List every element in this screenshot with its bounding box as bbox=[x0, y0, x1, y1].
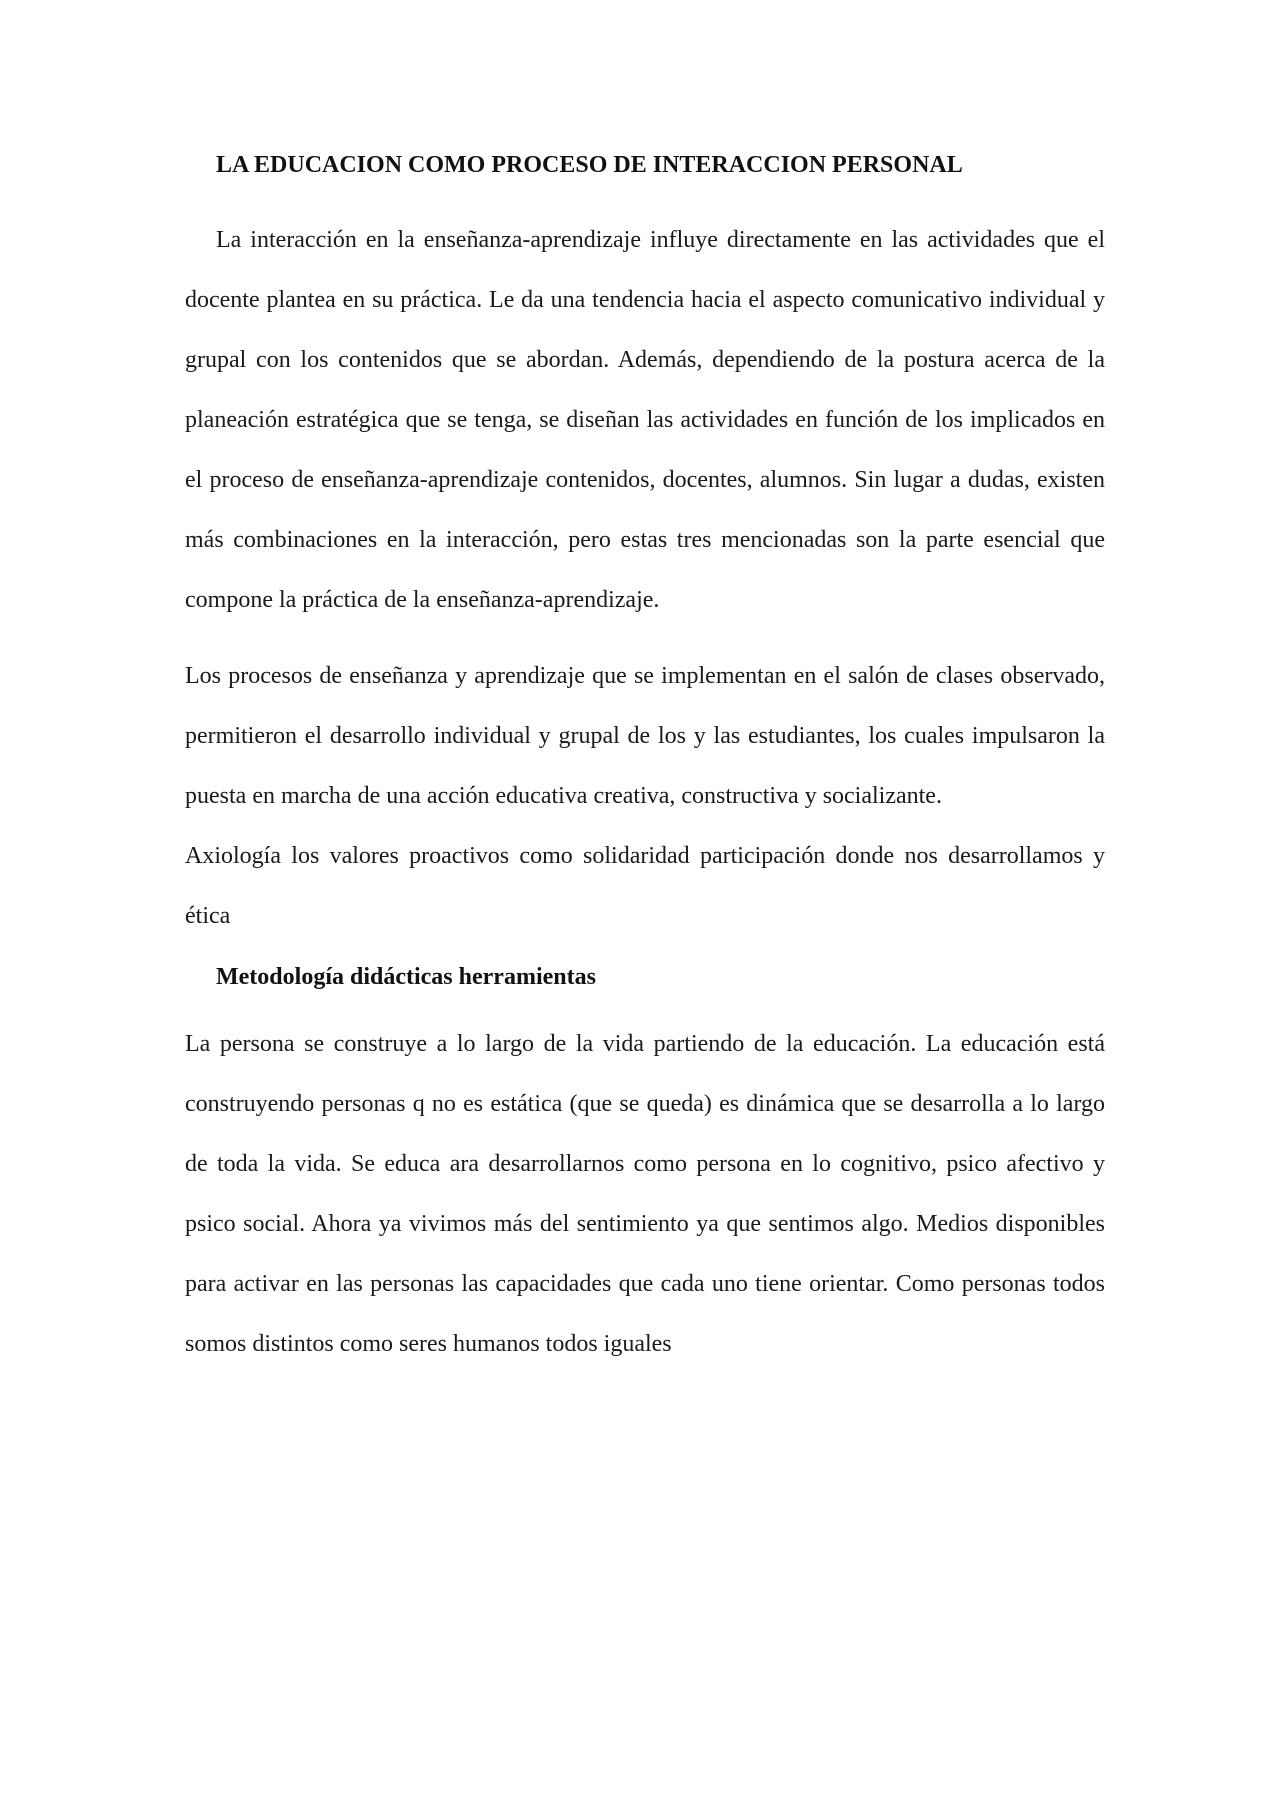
document-body bbox=[185, 148, 1105, 1374]
paragraph-persona: La persona se construye a lo largo de la vida partiendo de la educación. La educación está construyendo personas q no es estática (que se queda) es dinámica que se desarrolla a lo largo de toda la vida. Se educa ara desarrollarnos como persona en lo cognitivo, psico afectivo y psico social. Ahora ya vivimos más del sentimiento ya que sentimos algo. Medios disponibles para activar en las personas las capacidades que cada uno tiene orientar. Como personas todos somos distintos como seres humanos todos iguales bbox=[185, 1031, 1105, 1357]
section-heading-metodologia: Metodología didácticas herramientas bbox=[216, 964, 596, 990]
document-title: LA EDUCACION COMO PROCESO DE INTERACCION PERSONAL bbox=[216, 152, 963, 178]
paragraph-interaccion: La interacción en la enseñanza-aprendizaje influye directamente en las actividades que el docente plantea en su práctica. Le da una tendencia hacia el aspecto comunicativo individual y grupal con los contenidos que se abordan. Además, dependiendo de la postura acerca de la planeación estratégica que se tenga, se diseñan las actividades en función de los implicados en el proceso de enseñanza-aprendizaje contenidos, docentes, alumnos. Sin lugar a dudas, existen más combinaciones en la interacción, pero estas tres mencionadas son la parte esencial que compone la práctica de la enseñanza-aprendizaje. bbox=[185, 227, 1105, 613]
paragraph-axiologia: Axiología los valores proactivos como solidaridad participación donde nos desarrollamos y ética bbox=[185, 843, 1105, 929]
paragraph-procesos: Los procesos de enseñanza y aprendizaje que se implementan en el salón de clases observado, permitieron el desarrollo individual y grupal de los y las estudiantes, los cuales impulsaron la puesta en marcha de una acción educativa creativa, constructiva y socializante. bbox=[185, 663, 1105, 809]
